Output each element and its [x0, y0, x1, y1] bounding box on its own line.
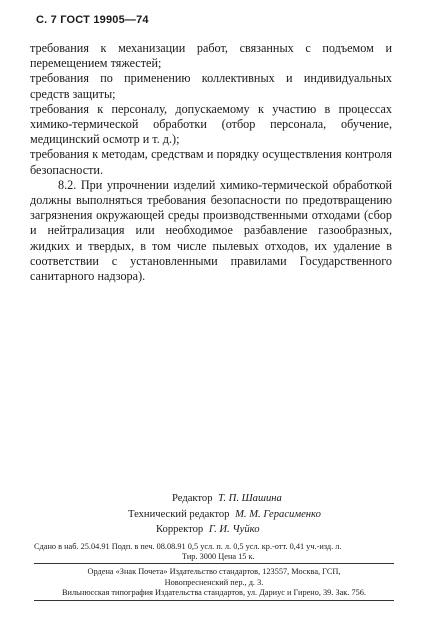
tech-editor-credit: [128, 507, 368, 523]
editor-name: Т. П. Шашина: [218, 493, 282, 504]
paragraph-protection: требования по применению коллективных и индивидуальных средств защиты;: [30, 71, 392, 101]
publisher-line-2: Новопресненский пер., д. 3.: [164, 577, 264, 587]
publisher-line-1: Ордена «Знак Почета» Издательство стандартов, 123557, Москва, ГСП,: [87, 567, 341, 576]
divider-top: [34, 563, 394, 564]
page-header: С. 7 ГОСТ 19905—74: [36, 14, 149, 26]
tech-editor-name: М. М. Герасименко: [235, 508, 321, 520]
credits-block: [128, 491, 368, 538]
body-text: [30, 41, 392, 284]
tech-editor-role: Технический редактор: [128, 508, 230, 520]
print-info-line-1: Сдано в наб. 25.04.91 Подп. в печ. 08.08.91 0,5 усл. п. л. 0,5 усл. кр.-отт. 0,41 уч.-изд. л.: [34, 542, 342, 551]
corrector-role: Корректор: [156, 524, 204, 535]
editor-credit: [128, 491, 368, 507]
publisher-line-3: Вильнюсская типография Издательства стандартов, ул. Дариус и Гирено, 39. Зак. 756.: [62, 588, 366, 597]
publisher-info: [34, 567, 394, 599]
paragraph-control: требования к методам, средствам и порядку осуществления контроля безопасности.: [30, 147, 392, 177]
print-info-line-2: Тир. 3000 Цена 15 к.: [182, 552, 255, 561]
corrector-name: Г. И. Чуйко: [208, 524, 260, 535]
corrector-credit: [128, 522, 368, 538]
paragraph-8-2: 8.2. При упрочнении изделий химико-термической обработкой должны выполняться требования безопасности по предотвращению загрязнения окружающей среды производственными отходами (сбор и нейтрализация или необходимое разбавление газообразных, жидких и твердых, в том числе пылевых отходов, их удаление в соответствии с установленными правилами Государственного санитарного надзора).: [30, 177, 392, 284]
paragraph-mechanization: требования к механизации работ, связанных с подъемом и перемещением тяжестей;: [30, 41, 392, 71]
divider-bottom: [34, 600, 394, 601]
paragraph-personnel: требования к персоналу, допускаемому к участию в процессах химико-термической обработки (отбор персонала, обучение, медицинский осмотр и т. д.);: [30, 101, 392, 147]
editor-role: Редактор: [172, 493, 213, 504]
print-info: [34, 542, 394, 562]
